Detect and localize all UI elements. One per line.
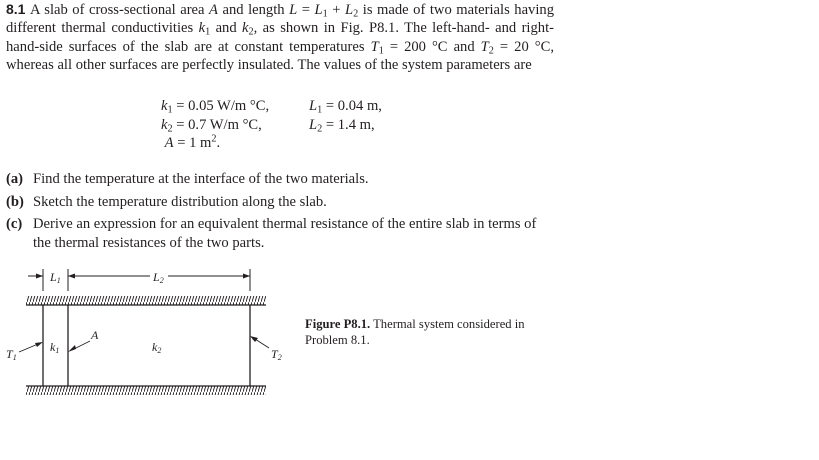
arrowhead: [68, 345, 76, 352]
label-k1: k1: [50, 340, 60, 355]
problem-number: 8.1: [6, 1, 26, 17]
part-label: (c): [6, 216, 23, 233]
caption-text: Thermal system considered in Problem 8.1.: [305, 317, 525, 348]
parameter-A: A = 1 $m^2$.: [164, 133, 221, 151]
part-label: (a): [6, 171, 24, 187]
insulation-bottom: [26, 386, 266, 395]
problem-text: A slab of cross-sectional area A and length $L = L_1 + L_2$ is made of two materials having different thermal conductivities $k_1$ and $k_2$, as shown in Fig. P8.1. The left-hand- and right-hand-side surfaces of the slab are at constant temperatures $T_1 = 200$ °C and $T_2 = 20$ °C, whereas all other surfaces are perfectly insulated. The values of the system parameters are: [6, 2, 554, 74]
slab: [43, 305, 250, 386]
parameter-row: [161, 97, 382, 116]
part-label: (b): [6, 193, 24, 210]
parameter-L1: $L_1 = 0.04$ m,: [309, 98, 382, 116]
question-parts: [6, 170, 554, 256]
question-part-b: [6, 193, 554, 212]
arrowhead: [36, 274, 43, 279]
label-T2: T2: [271, 347, 282, 362]
parameter-k1: $k_1 = 0.05$ W/m °C,: [161, 98, 270, 116]
problem-statement: [6, 0, 554, 75]
parameter-k2: $k_2 = 0.7$ W/m °C,: [161, 116, 262, 135]
arrowhead: [35, 342, 43, 347]
insulation-top: [26, 296, 266, 305]
question-part-c: [6, 215, 554, 252]
figure-p8-1: [0, 262, 300, 412]
parameter-list: [161, 97, 382, 153]
part-text: Derive an expression for an equivalent thermal resistance of the entire slab in terms of the thermal resistances of the two parts.: [33, 216, 537, 251]
parameter-row: [161, 134, 269, 153]
arrowhead: [243, 274, 250, 279]
parameter-L2: $L_2 = 1.4$ m,: [309, 116, 375, 135]
part-text: Sketch the temperature distribution along the slab.: [33, 193, 327, 210]
part-text: Find the temperature at the interface of the two materials.: [33, 171, 369, 187]
label-L2: L2: [153, 270, 164, 285]
label-L1: L1: [50, 270, 61, 285]
dimension-line: [28, 269, 250, 291]
arrowhead: [250, 336, 258, 342]
arrowhead: [68, 274, 75, 279]
question-part-a: [6, 170, 554, 189]
label-T1: T1: [6, 347, 17, 362]
label-A: A: [91, 328, 99, 342]
caption-label: Figure P8.1.: [305, 317, 371, 331]
parameter-row: [161, 116, 375, 135]
label-k2: k2: [152, 340, 162, 355]
figure-caption: [305, 316, 555, 349]
